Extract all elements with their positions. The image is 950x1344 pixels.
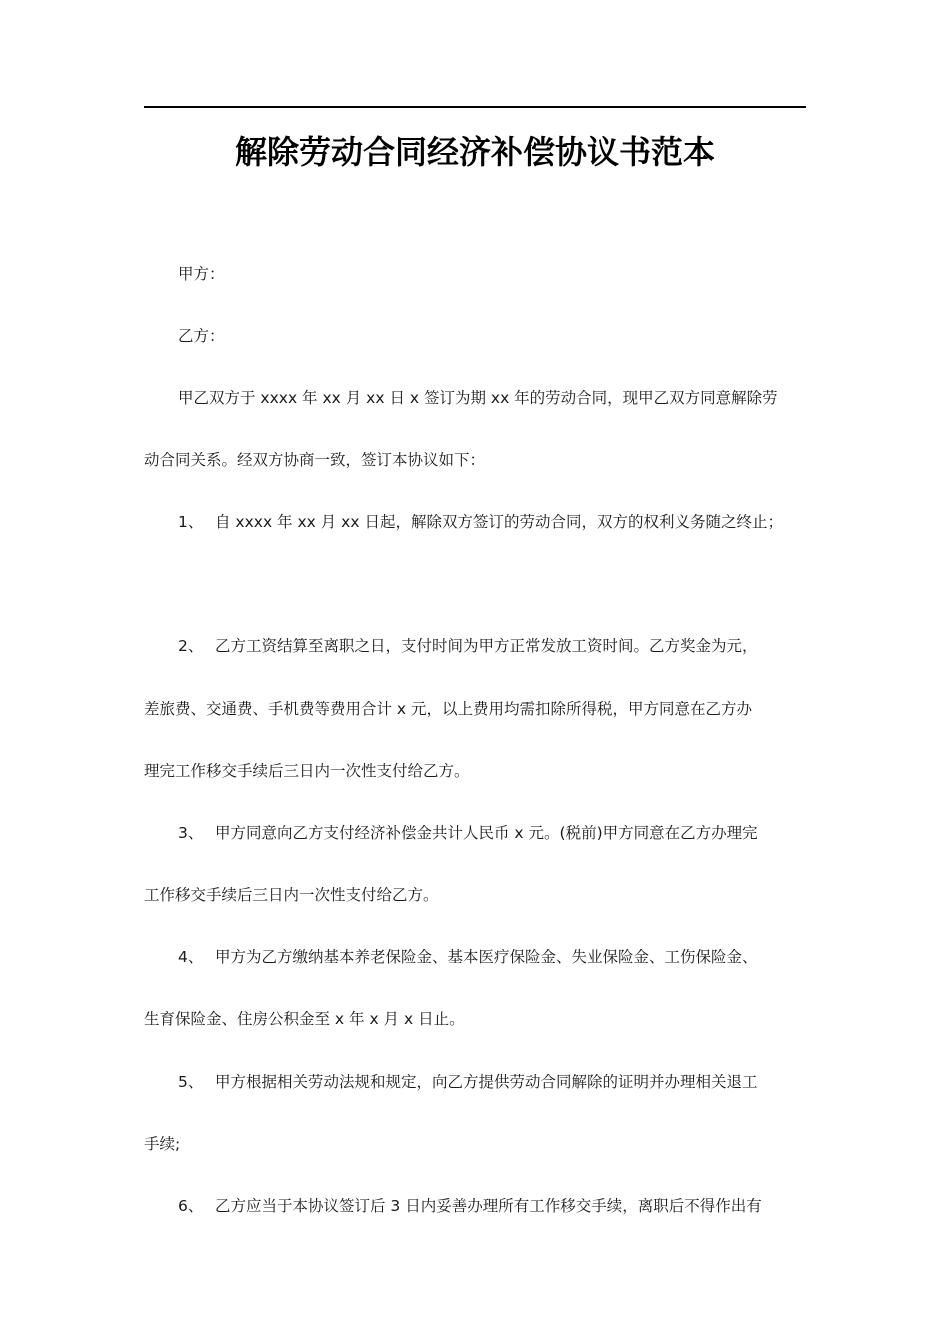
clause-5-line-2: 手续; (144, 1135, 181, 1153)
clause-6 (178, 1194, 762, 1218)
clause-2-line-3: 理完工作移交手续后三日内一次性支付给乙方。 (144, 762, 470, 780)
intro-line-2: 动合同关系。经双方协商一致，签订本协议如下： (144, 451, 486, 469)
clause-4-line-2: 生育保险金、住房公积金至 x 年 x 月 x 日止。 (144, 1010, 465, 1028)
clause-text: 乙方应当于本协议签订后 3 日内妥善办理所有工作移交手续，离职后不得作出有 (215, 1197, 762, 1215)
clause-number: 3、 (178, 824, 204, 842)
clause-number: 1、 (178, 513, 204, 531)
clause-text: 乙方工资结算至离职之日，支付时间为甲方正常发放工资时间。乙方奖金为元， (215, 637, 758, 655)
clause-4 (178, 945, 758, 969)
clause-text: 甲方同意向乙方支付经济补偿金共计人民币 x 元。(税前)甲方同意在乙方办理完 (215, 824, 758, 842)
party-a-label: 甲方： (178, 265, 225, 283)
clause-number: 2、 (178, 637, 204, 655)
clause-3-line-2: 工作移交手续后三日内一次性支付给乙方。 (144, 886, 439, 904)
clause-1 (178, 510, 783, 534)
clause-number: 4、 (178, 948, 204, 966)
clause-5 (178, 1070, 758, 1094)
party-b-label: 乙方： (178, 327, 225, 345)
clause-number: 5、 (178, 1073, 204, 1091)
clause-text: 甲方为乙方缴纳基本养老保险金、基本医疗保险金、失业保险金、工伤保险金、 (215, 948, 758, 966)
clause-text: 自 xxxx 年 xx 月 xx 日起，解除双方签订的劳动合同，双方的权利义务随之终止； (215, 513, 783, 531)
intro-line-1: 甲乙双方于 xxxx 年 xx 月 xx 日 x 签订为期 xx 年的劳动合同，现甲乙双方同意解除劳 (178, 389, 778, 407)
clause-text: 甲方根据相关劳动法规和规定，向乙方提供劳动合同解除的证明并办理相关退工 (215, 1073, 758, 1091)
clause-3 (178, 821, 758, 845)
clause-2 (178, 634, 758, 658)
header-rule (144, 106, 806, 108)
clause-2-line-2: 差旅费、交通费、手机费等费用合计 x 元，以上费用均需扣除所得税，甲方同意在乙方办 (144, 700, 753, 718)
clause-number: 6、 (178, 1197, 204, 1215)
document-title: 解除劳动合同经济补偿协议书范本 (234, 133, 715, 171)
